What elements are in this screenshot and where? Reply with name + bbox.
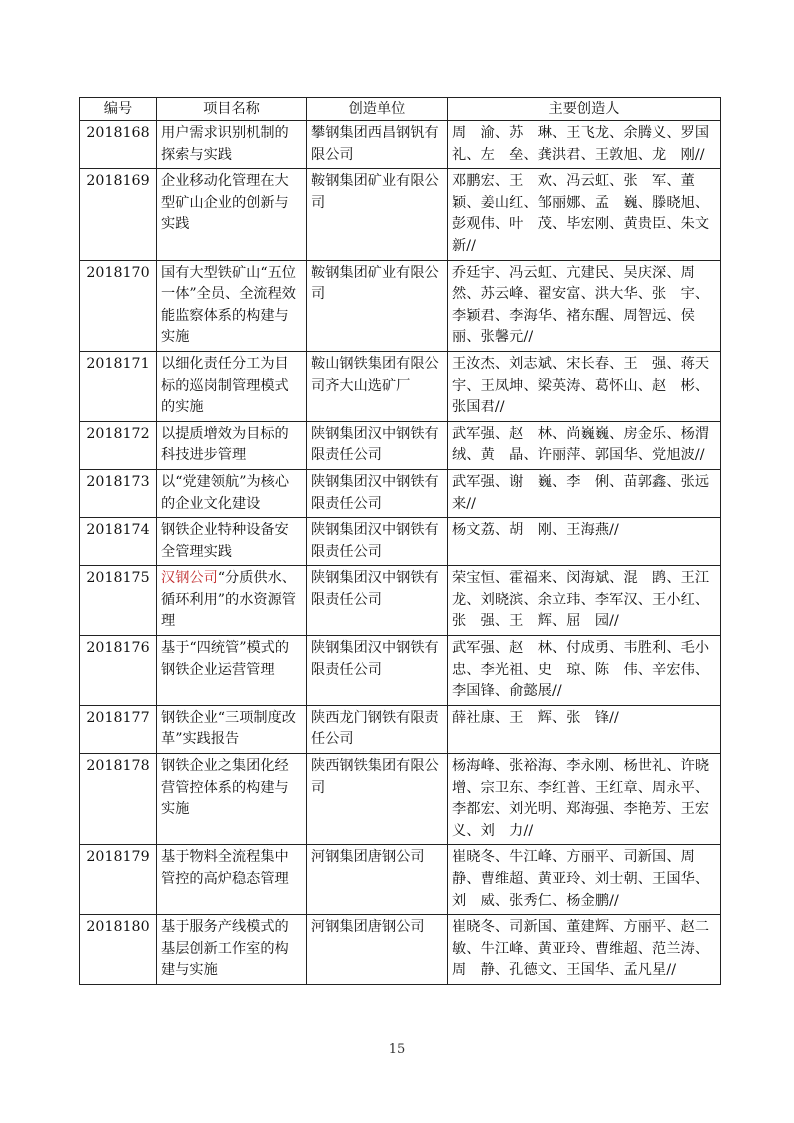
project-name-text: 基于服务产线模式的基层创新工作室的构建与实施 [161, 919, 289, 979]
project-name-text: 用户需求识别机制的探索与实践 [161, 125, 289, 163]
cell-code: 2018175 [80, 566, 157, 636]
project-name-text: 钢铁企业之集团化经营管控体系的构建与实施 [161, 758, 289, 818]
table-row [80, 421, 721, 469]
project-name-text: 钢铁企业特种设备安全管理实践 [161, 522, 289, 560]
cell-code: 2018172 [80, 421, 157, 469]
project-name-text: 国有大型铁矿山“五位一体”全员、全流程效能监察体系的构建与实施 [161, 264, 296, 346]
page-number: 15 [388, 1042, 406, 1057]
cell-project-name [157, 754, 307, 845]
project-name-text: 企业移动化管理在大型矿山企业的创新与实践 [161, 173, 289, 233]
cell-people: 杨文荔、胡 刚、王海燕// [448, 518, 721, 566]
cell-unit: 陕钢集团汉中钢铁有限责任公司 [307, 518, 448, 566]
cell-code: 2018180 [80, 915, 157, 985]
cell-people: 王汝杰、刘志斌、宋长春、王 强、蒋天宇、王凤坤、梁英涛、葛怀山、赵 彬、张国君// [448, 351, 721, 421]
cell-people: 武军强、谢 巍、李 俐、苗郭鑫、张远来// [448, 469, 721, 517]
cell-people: 薛社康、王 辉、张 锋// [448, 705, 721, 753]
cell-project-name [157, 915, 307, 985]
cell-code: 2018179 [80, 845, 157, 915]
cell-code: 2018173 [80, 469, 157, 517]
cell-people: 崔晓冬、牛江峰、方丽平、司新国、周 静、曹维超、黄亚玲、刘士朝、王国华、刘 威、张秀仁、杨金鹏// [448, 845, 721, 915]
cell-people: 武军强、赵 林、付成勇、韦胜利、毛小忠、李光祖、史 琼、陈 伟、辛宏伟、李国锋、俞懿展// [448, 636, 721, 706]
cell-people: 武军强、赵 林、尚巍巍、房金乐、杨渭绒、黄 晶、许丽萍、郭国华、党旭波// [448, 421, 721, 469]
table-row [80, 754, 721, 845]
cell-people: 乔廷宇、冯云虹、亢建民、吴庆深、周 然、苏云峰、翟安富、洪大华、张 宇、李颖君、李海华、褚东醒、周智远、侯 丽、张馨元// [448, 260, 721, 351]
cell-project-name [157, 421, 307, 469]
project-name-text: 以细化责任分工为目标的巡岗制管理模式的实施 [161, 355, 289, 416]
cell-unit: 陕西龙门钢铁有限责任公司 [307, 705, 448, 753]
table-row [80, 260, 721, 351]
table-header-row [80, 98, 721, 121]
cell-code: 2018171 [80, 351, 157, 421]
cell-unit: 鞍钢集团矿业有限公司 [307, 169, 448, 260]
cell-project-name [157, 518, 307, 566]
table-row [80, 705, 721, 753]
project-name-text: 以“党建领航”为核心的企业文化建设 [161, 473, 290, 512]
highlighted-prefix: 汉钢公司 [161, 570, 218, 587]
cell-people: 杨海峰、张裕海、李永刚、杨世礼、许晓增、宗卫东、李红普、王红章、周永平、李都宏、刘光明、郑海强、李艳芳、王宏义、刘 力// [448, 754, 721, 845]
cell-people: 邓鹏宏、王 欢、冯云虹、张 军、董 颖、姜山红、邹丽娜、孟 巍、滕晓旭、彭观伟、叶 茂、毕宏刚、黄贵臣、朱文新// [448, 169, 721, 260]
cell-unit: 鞍钢集团矿业有限公司 [307, 260, 448, 351]
cell-code: 2018176 [80, 636, 157, 706]
cell-unit: 河钢集团唐钢公司 [307, 845, 448, 915]
project-name-text: 基于“四统管”模式的钢铁企业运营管理 [161, 640, 290, 678]
cell-unit: 陕钢集团汉中钢铁有限责任公司 [307, 566, 448, 636]
cell-code: 2018174 [80, 518, 157, 566]
project-name-text: 钢铁企业“三项制度改革”实践报告 [161, 709, 296, 748]
header-project-name: 项目名称 [157, 98, 307, 121]
cell-project-name [157, 566, 307, 636]
cell-project-name [157, 469, 307, 517]
project-name-text: 基于物料全流程集中管控的高炉稳态管理 [161, 849, 289, 887]
cell-code: 2018177 [80, 705, 157, 753]
cell-unit: 陕钢集团汉中钢铁有限责任公司 [307, 421, 448, 469]
cell-project-name [157, 636, 307, 706]
cell-project-name [157, 705, 307, 753]
cell-project-name [157, 169, 307, 260]
table-row [80, 518, 721, 566]
cell-project-name [157, 260, 307, 351]
table-row [80, 845, 721, 915]
cell-project-name [157, 121, 307, 169]
cell-unit: 陕钢集团汉中钢铁有限责任公司 [307, 469, 448, 517]
cell-unit: 陕西钢铁集团有限公司 [307, 754, 448, 845]
cell-code: 2018168 [80, 121, 157, 169]
table-row [80, 469, 721, 517]
cell-project-name [157, 351, 307, 421]
cell-people: 崔晓冬、司新国、董建辉、方丽平、赵二敏、牛江峰、黄亚玲、曹维超、范兰涛、周 静、孔德文、王国华、孟凡星// [448, 915, 721, 985]
cell-unit: 攀钢集团西昌钢钒有限公司 [307, 121, 448, 169]
header-code: 编号 [80, 98, 157, 121]
table-row [80, 351, 721, 421]
cell-unit: 鞍山钢铁集团有限公司齐大山选矿厂 [307, 351, 448, 421]
cell-people: 荣宝恒、霍福来、闵海斌、混 鹍、王江龙、刘晓滨、余立玮、李军汉、王小红、张 强、王 辉、屈 园// [448, 566, 721, 636]
cell-code: 2018178 [80, 754, 157, 845]
table-row [80, 169, 721, 260]
table-row [80, 915, 721, 985]
cell-unit: 陕钢集团汉中钢铁有限责任公司 [307, 636, 448, 706]
cell-people: 周 渝、苏 琳、王飞龙、余腾义、罗国礼、左 垒、龚洪君、王敦旭、龙 刚// [448, 121, 721, 169]
project-name-text: 以提质增效为目标的科技进步管理 [161, 425, 289, 464]
table-row [80, 566, 721, 636]
table-row [80, 636, 721, 706]
header-people: 主要创造人 [448, 98, 721, 121]
table-row [80, 121, 721, 169]
cell-code: 2018170 [80, 260, 157, 351]
cell-unit: 河钢集团唐钢公司 [307, 915, 448, 985]
project-name-text: “分质供水、循环利用”的水资源管理 [161, 570, 296, 630]
header-unit: 创造单位 [307, 98, 448, 121]
awards-table [79, 97, 721, 985]
cell-code: 2018169 [80, 169, 157, 260]
cell-project-name [157, 845, 307, 915]
